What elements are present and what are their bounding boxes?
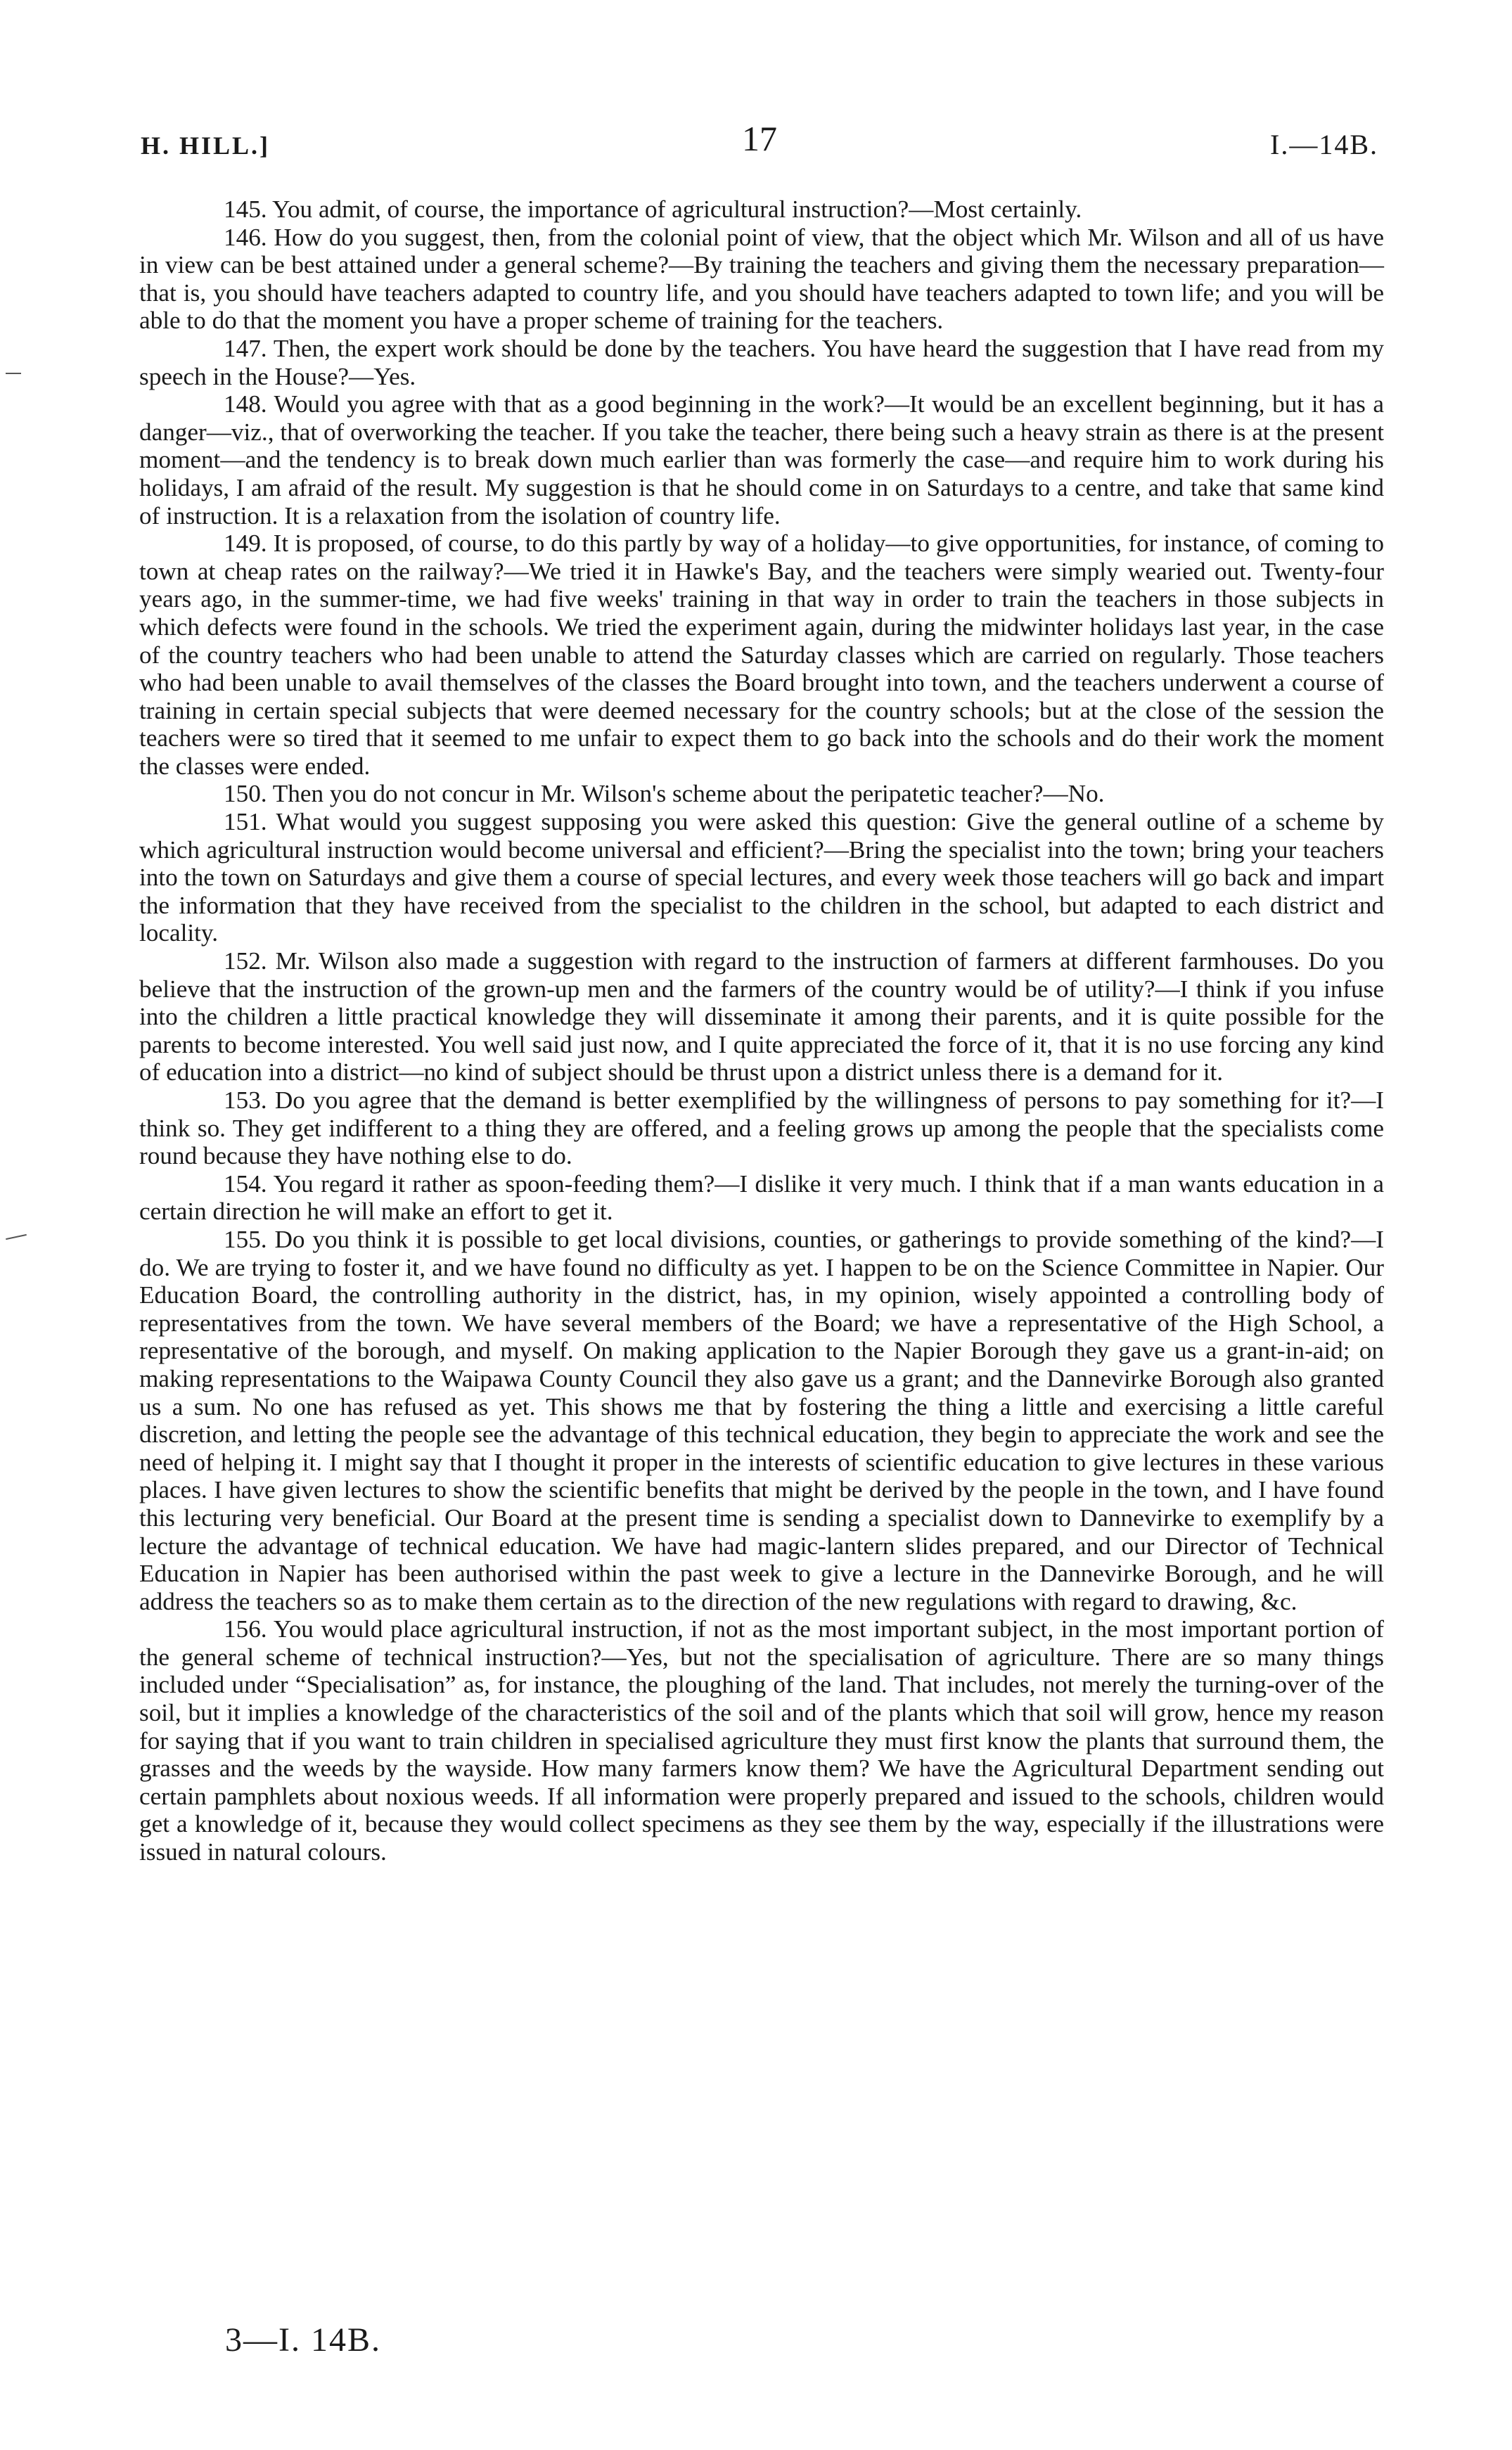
paragraph-149: 149. It is proposed, of course, to do this partly by way of a holiday—to give opportunities, for instance, of coming to town at cheap rates on the railway?—We tried it in Hawke's Bay, and the teachers were simply wearied out. Twenty-four years ago, in the summer-time, we had five weeks' training in that way in order to train the teachers in those subjects in which defects were found in the schools. We tried the experiment again, during the midwinter holidays last year, in the case of the country teachers who had been unable to attend the Saturday classes which are carried on regularly. Those teachers who had been unable to avail themselves of the classes the Board brought into town, and the teachers underwent a course of training in certain special subjects that were deemed necessary for the country schools; but at the close of the session the teachers were so tired that it seemed to me unfair to expect them to go back into the schools and do their work the moment the classes were ended. xyxy=(139,530,1384,780)
paragraph-148: 148. Would you agree with that as a good beginning in the work?—It would be an excellent beginning, but it has a danger—viz., that of overworking the teacher. If you take the teacher, there being such a heavy strain as there is at the present moment—and the tendency is to break down much earlier than was formerly the case—and require him to work during his holidays, I am afraid of the result. My suggestion is that he should come in on Saturdays to a centre, and take that same kind of instruction. It is a relaxation from the isolation of country life. xyxy=(139,390,1384,530)
paragraph-151: 151. What would you suggest supposing you were asked this question: Give the general outline of a scheme by which agricultural instruction would become universal and efficient?—Bring the specialist into the town; bring your teachers into the town on Saturdays and give them a course of special lectures, and every week those teachers will go back and impart the information that they have received from the specialist to the children in the school, but adapted to each district and locality. xyxy=(139,808,1384,947)
document-body xyxy=(139,195,1384,1866)
page-number: 17 xyxy=(742,119,777,158)
paragraph-154: 154. You regard it rather as spoon-feeding them?—I dislike it very much. I think that if a man wants education in a certain direction he will make an effort to get it. xyxy=(139,1169,1384,1226)
paragraph-146: 146. How do you suggest, then, from the colonial point of view, that the object which Mr. Wilson and all of us have in view can be best attained under a general scheme?—By training the teachers and giving them the necessary preparation—that is, you should have teachers adapted to country life, and you should have teachers adapted to town life; and you will be able to do that the moment you have a proper scheme of training for the teachers. xyxy=(139,223,1384,335)
paragraph-155: 155. Do you think it is possible to get local divisions, counties, or gatherings to provide something of the kind?—I do. We are trying to foster it, and we have found no difficulty as yet. I happen to be on the Science Committee in Napier. Our Education Board, the controlling authority in the district, has, in my opinion, wisely appointed a controlling body of representatives from the town. We have several members of the Board; we have a representative of the High School, a representative of the borough, and myself. On making application to the Napier Borough they gave us a grant-in-aid; on making representations to the Waipawa County Council they also gave us a grant; and the Dannevirke Borough also granted us a sum. No one has refused as yet. This shows me that by fostering the thing a little and exercising a little careful discretion, and letting the people see the advantage of this technical education, they begin to appreciate the work and see the need of helping it. I might say that I thought it proper in the interests of scientific education to give lectures in these various places. I have given lectures to show the scientific benefits that might be derived by the people in the town, and I have found this lecturing very beneficial. Our Board at the present time is sending a specialist down to Dannevirke to exemplify by a lecture the advantage of technical education. We have had magic-lantern slides prepared, and our Director of Technical Education in Napier has been authorised within the past week to give a lecture in the Dannevirke Borough, and he will address the teachers so as to make them certain as to the direction of the new regulations with regard to drawing, &c. xyxy=(139,1225,1384,1615)
paragraph-150: 150. Then you do not concur in Mr. Wilson's scheme about the peripatetic teacher?—No. xyxy=(224,780,1105,808)
document-reference: I.—14B. xyxy=(1270,129,1378,160)
paragraph-153: 153. Do you agree that the demand is better exemplified by the willingness of persons to pay something for it?—I think so. They get indifferent to a thing they are offered, and a feeling grows up among the people that the specialists come round because they have nothing else to do. xyxy=(139,1086,1384,1170)
paragraph-152: 152. Mr. Wilson also made a suggestion with regard to the instruction of farmers at different farmhouses. Do you believe that the instruction of the grown-up men and the farmers of the country would be of utility?—I think if you infuse into the children a little practical knowledge they will disseminate it among their parents, and it is quite possible for the parents to become interested. You well said just now, and I quite appreciated the force of it, that it is no use forcing any kind of education into a district—no kind of subject should be thrust upon a district unless there is a demand for it. xyxy=(139,947,1384,1086)
page-header xyxy=(141,118,1378,167)
paragraph-147: 147. Then, the expert work should be done by the teachers. You have heard the suggestion that I have read from my speech in the House?—Yes. xyxy=(139,334,1384,390)
header-author: H. HILL.] xyxy=(141,132,271,160)
footer-signature: 3—I. 14B. xyxy=(225,2321,381,2359)
margin-mark-middle xyxy=(6,1234,27,1240)
paragraph-145: 145. You admit, of course, the importance of agricultural instruction?—Most certainly. xyxy=(224,195,1082,223)
paragraph-156: 156. You would place agricultural instruction, if not as the most important subject, in the most important portion of the general scheme of technical instruction?—Yes, but not the specialisation of agriculture. There are so many things included under “Specialisation” as, for instance, the ploughing of the land. That includes, not merely the turning-over of the soil, but it implies a knowledge of the characteristics of the soil and of the plants which that soil will grow, hence my reason for saying that if you want to train children in specialised agriculture they must first know the plants that surround them, the grasses and the weeds by the wayside. How many farmers know them? We have the Agricultural Department sending out certain pamphlets about noxious weeds. If all information were properly prepared and issued to the schools, children would get a knowledge of it, because they would collect specimens as they see them by the way, especially if the illustrations were issued in natural colours. xyxy=(139,1615,1384,1866)
margin-mark-top xyxy=(6,373,21,374)
